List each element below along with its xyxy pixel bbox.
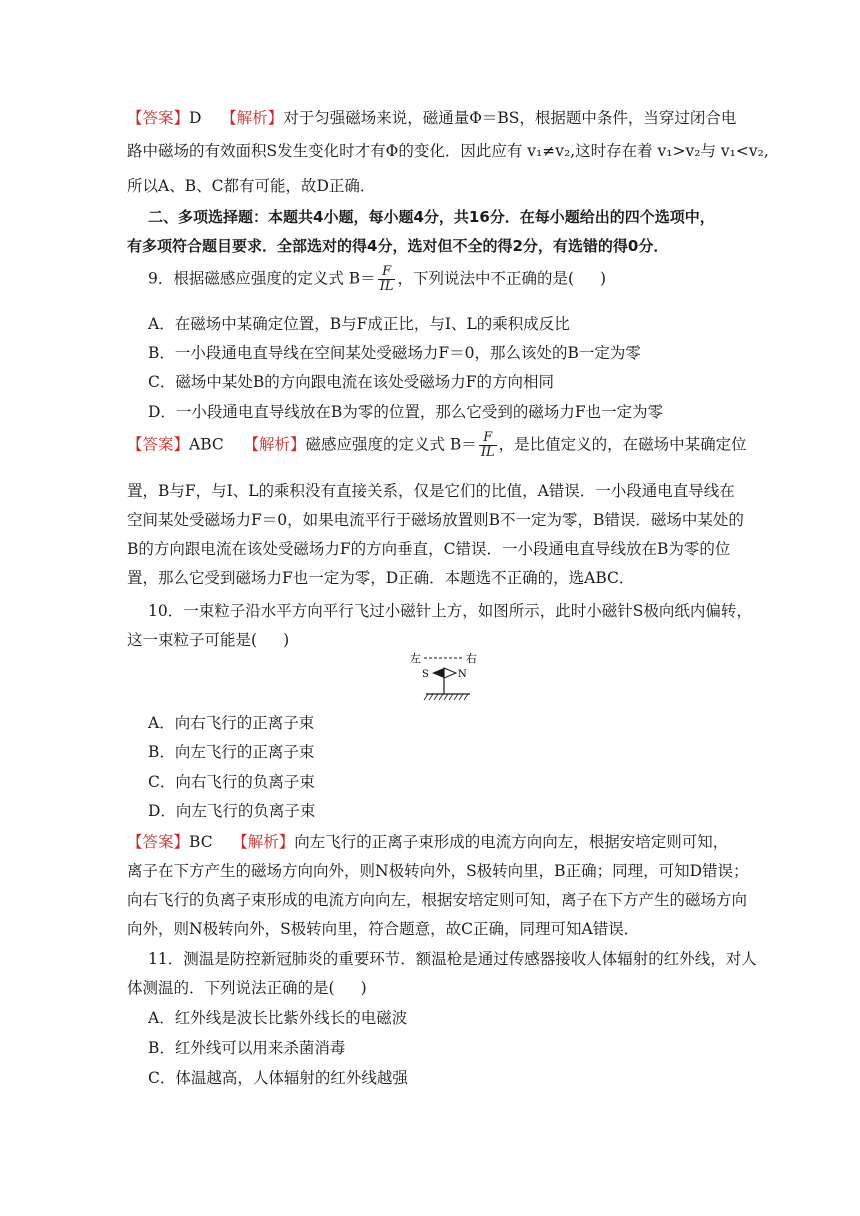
question-text: ，下列说法中不正确的是( <box>397 269 575 288</box>
question-9 <box>148 265 606 294</box>
ground-hatch <box>424 694 468 700</box>
option-a: A．向右飞行的正离子束 <box>148 714 315 732</box>
analysis-tag: 【解析】 <box>243 435 306 454</box>
option-a: A．在磁场中某确定位置，B与F成正比，与I、L的乘积成反比 <box>148 315 570 333</box>
question-11: 11．测温是防控新冠肺炎的重要环节．额温枪是通过传感器接收人体辐射的红外线，对人 <box>148 950 757 968</box>
answer-line <box>127 106 736 128</box>
answer-tag: 【答案】 <box>127 109 190 127</box>
section-heading: 有多项符合题目要求．全部选对的得4分，选对但不全的得2分，有选错的得0分． <box>127 237 669 255</box>
fraction <box>479 431 497 460</box>
option-c: C．向右飞行的负离子束 <box>148 773 315 791</box>
analysis-tag: 【解析】 <box>221 109 284 127</box>
text-line: 路中磁场的有效面积S发生变化时才有Φ的变化．因此应有 v₁≠v₂,这时存在着 v₁>v₂与 v₁<v₂, <box>127 142 769 160</box>
option-d: D．向左飞行的负离子束 <box>148 802 316 820</box>
needle-n <box>444 668 456 678</box>
text-line: B的方向跟电流在该处受磁场力F的方向垂直，C错误．一小段通电直导线放在B为零的位 <box>127 540 731 558</box>
section-heading: 二、多项选择题：本题共4小题，每小题4分，共16分．在每小题给出的四个选项中， <box>148 208 715 226</box>
n-pole-label: N <box>458 669 467 680</box>
answer-tag: 【答案】 <box>127 435 190 454</box>
paren-close: ) <box>600 269 607 288</box>
text-line: 所以A、B、C都有可能，故D正确． <box>127 177 376 195</box>
option-c: C．磁场中某处B的方向跟电流在该处受磁场力F的方向相同 <box>148 373 555 391</box>
option-c: C．体温越高，人体辐射的红外线越强 <box>148 1069 408 1087</box>
fraction-numerator: F <box>479 431 497 446</box>
text-line: 置，B与F，与I、L的乘积没有直接关系，仅是它们的比值，A错误．一小段通电直导线在 <box>127 482 735 500</box>
needle-s <box>432 668 444 678</box>
question-text: 这一束粒子可能是( <box>127 631 258 649</box>
fraction-denominator: IL <box>480 445 495 460</box>
option-b: B．红外线可以用来杀菌消毒 <box>148 1039 346 1057</box>
fraction-denominator: IL <box>379 279 394 294</box>
analysis-tag: 【解析】 <box>232 833 295 851</box>
answer-value: BC <box>189 833 213 851</box>
analysis-text: 磁感应强度的定义式 B＝ <box>305 435 477 454</box>
option-a: A．红外线是波长比紫外线长的电磁波 <box>148 1009 408 1027</box>
question-10: 10．一束粒子沿水平方向平行飞过小磁针上方，如图所示，此时小磁针S极向纸内偏转， <box>148 602 752 620</box>
answer-line <box>127 431 747 460</box>
analysis-text: 向左飞行的正离子束形成的电流方向向左，根据安培定则可知， <box>294 833 729 851</box>
paren-close: ) <box>283 631 290 649</box>
paren-close: ) <box>360 979 367 997</box>
answer-tag: 【答案】 <box>127 833 190 851</box>
left-label: 左 <box>410 652 421 665</box>
compass-figure <box>408 650 488 702</box>
text-line: 向右飞行的负离子束形成的电流方向向左，根据安培定则可知，离子在下方产生的磁场方向 <box>127 891 748 909</box>
question-text: 9．根据磁感应强度的定义式 B＝ <box>148 269 376 288</box>
text-line: 空间某处受磁场力F＝0，如果电流平行于磁场放置则B不一定为零，B错误．磁场中某处的 <box>127 511 744 529</box>
analysis-text: ，是比值定义的，在磁场中某确定位 <box>498 435 747 454</box>
question-text: 体测温的．下列说法正确的是( <box>127 979 335 997</box>
answer-line <box>127 830 728 852</box>
question-10-cont <box>127 628 289 650</box>
text-line: 向外，则N极转向外，S极转向里，符合题意，故C正确，同理可知A错误． <box>127 920 640 938</box>
text-line: 离子在下方产生的磁场方向向外，则N极转向外，S极转向里，B正确；同理，可知D错误； <box>127 862 749 880</box>
text-line: 置，那么它受到磁场力F也一定为零，D正确．本题选不正确的，选ABC． <box>127 569 635 587</box>
option-d: D．一小段通电直导线放在B为零的位置，那么它受到的磁场力F也一定为零 <box>148 403 664 421</box>
s-pole-label: S <box>422 669 429 680</box>
question-11-cont <box>127 976 367 998</box>
answer-value: ABC <box>189 435 224 454</box>
analysis-text: 对于匀强磁场来说，磁通量Φ＝BS，根据题中条件，当穿过闭合电 <box>283 109 737 127</box>
fraction-numerator: F <box>378 265 396 280</box>
option-b: B．一小段通电直导线在空间某处受磁场力F＝0，那么该处的B一定为零 <box>148 344 641 362</box>
right-label: 右 <box>466 652 477 665</box>
fraction <box>378 265 396 294</box>
answer-value: D <box>189 109 202 127</box>
option-b: B．向左飞行的正离子束 <box>148 743 315 761</box>
